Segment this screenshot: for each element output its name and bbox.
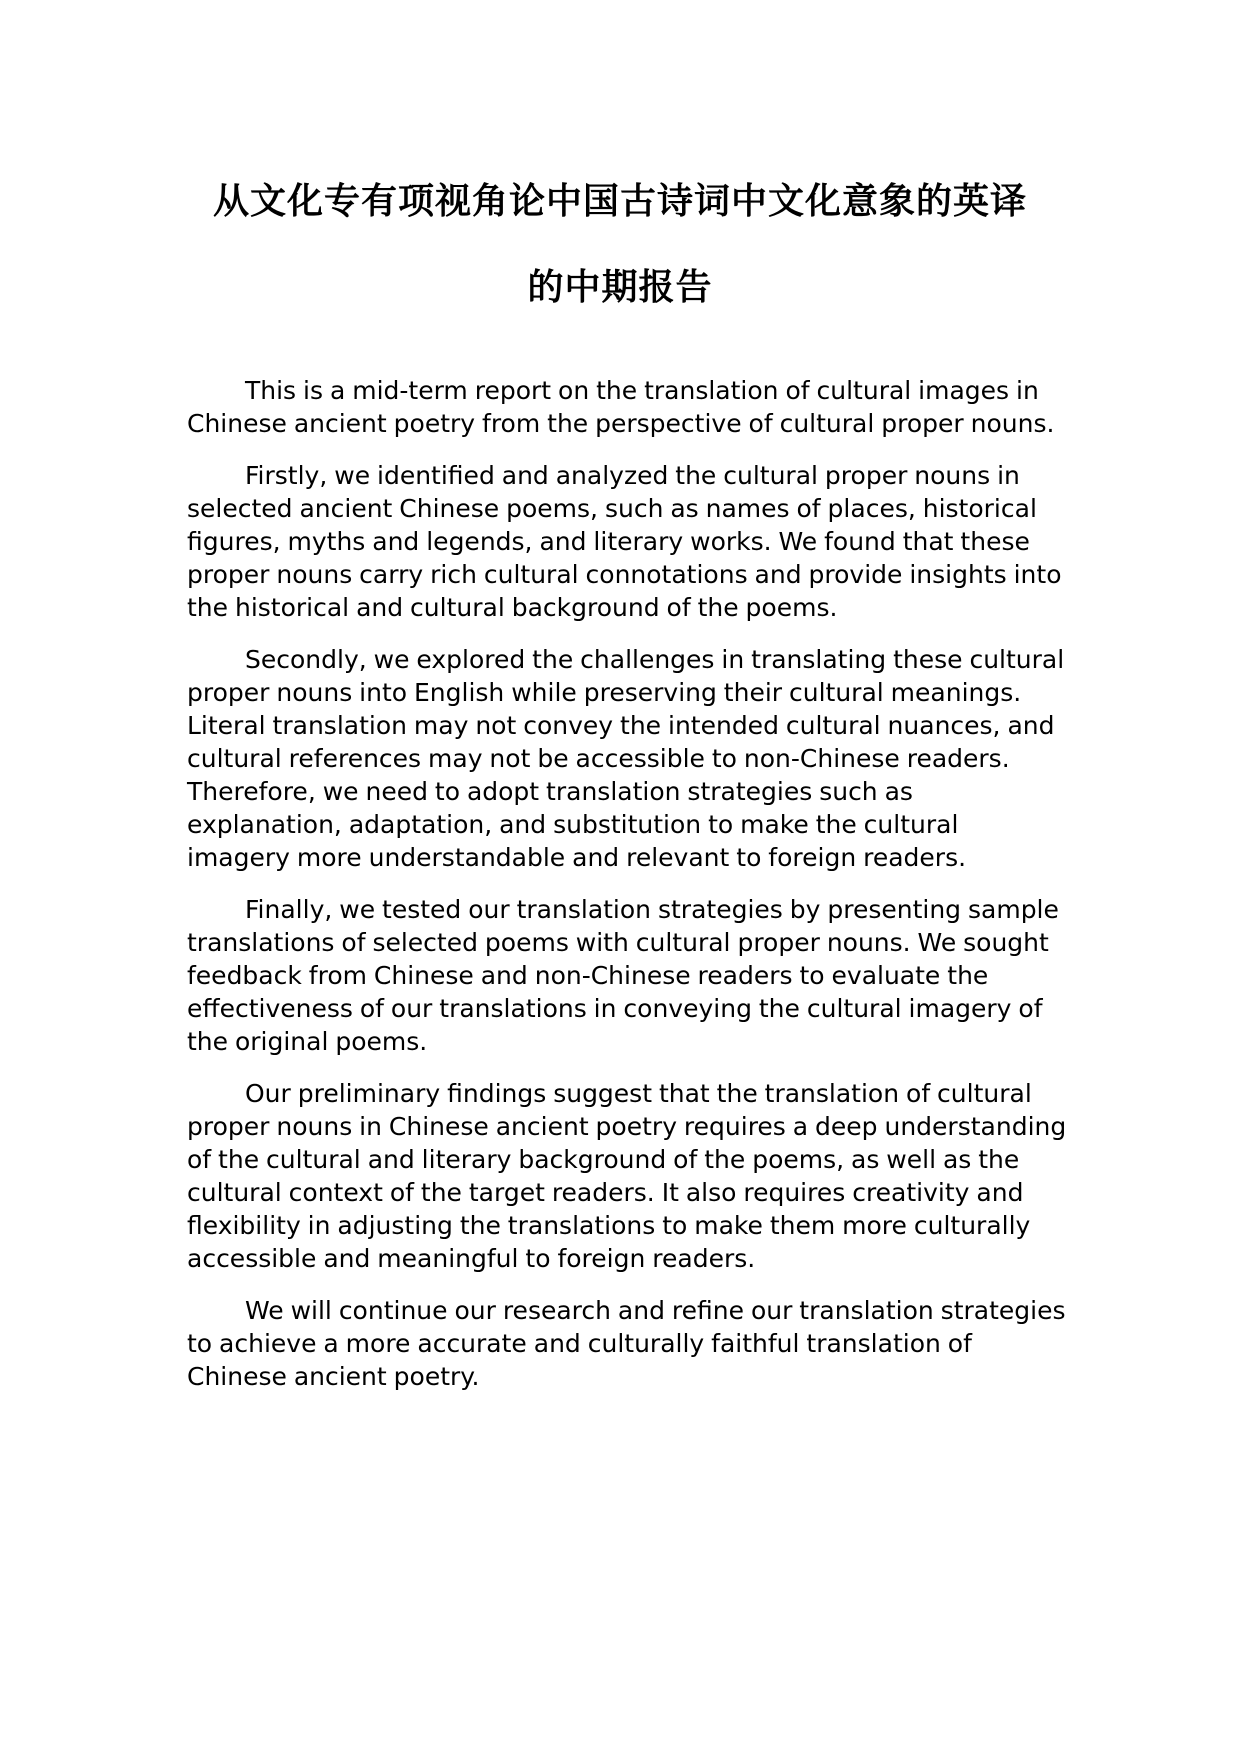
paragraph-firstly: Firstly, we identified and analyzed the cultural proper nouns in selected ancient Chinese poems, such as names of places, historical figures, myths and legends, and literary works. We found that these proper nouns carry rich cultural connotations and provide insights into the historical and cultural background of the poems. (187, 461, 1062, 622)
paragraph-finally: Finally, we tested our translation strategies by presenting sample translations of selected poems with cultural proper nouns. We sought feedback from Chinese and non-Chinese readers to evaluate the effectiveness of our translations in conveying the cultural imagery of the original poems. (187, 895, 1059, 1056)
document-body (187, 374, 1067, 1412)
paragraph-secondly: Secondly, we explored the challenges in translating these cultural proper nouns into English while preserving their cultural meanings. Literal translation may not convey the intended cultural nuances, and cultural references may not be accessible to non-Chinese readers. Therefore, we need to adopt translation strategies such as explanation, adaptation, and substitution to make the cultural imagery more understandable and relevant to foreign readers. (187, 645, 1065, 872)
paragraph-conclusion: We will continue our research and refine our translation strategies to achieve a more accurate and culturally faithful translation of Chinese ancient poetry. (187, 1296, 1066, 1391)
paragraph-intro: This is a mid-term report on the translation of cultural images in Chinese ancient poetry from the perspective of cultural proper nouns. (187, 376, 1055, 438)
document-title-line-1: 从文化专有项视角论中国古诗词中文化意象的英译 (212, 181, 1027, 222)
document-title-line-2: 的中期报告 (527, 267, 713, 308)
paragraph-findings: Our preliminary findings suggest that the translation of cultural proper nouns in Chinese ancient poetry requires a deep understanding of the cultural and literary background of the poems, as well as the cultural context of the target readers. It also requires creativity and flexibility in adjusting the translations to make them more culturally accessible and meaningful to foreign readers. (187, 1079, 1067, 1273)
